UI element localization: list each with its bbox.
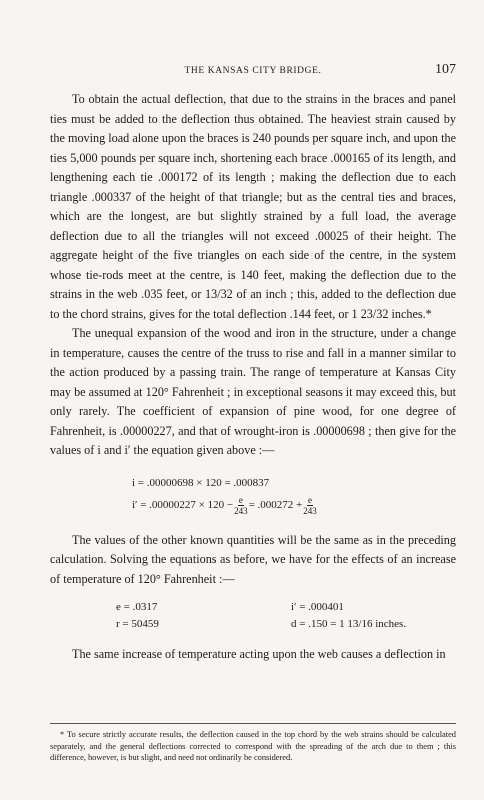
- result-i-prime: i′ = .000401: [291, 601, 344, 613]
- fraction-numerator-second: e: [308, 495, 312, 505]
- equation-i: [50, 473, 456, 495]
- paragraph-deflection: To obtain the actual deflection, that due to the strains in the braces and panel ties must be added to the deflection thus obtained. The heaviest strain caused by the moving load alone upon the braces is 240 pounds per square inch, and upon the ties 5,000 pounds per square inch, shortening each brace .000165 of its length, and lengthening each tie .000172 of its length ; making the deflection due to each triangle .000337 of the height of that triangle; but as the central ties and braces, which are the longest, are but slightly strained by a full load, the average deflection due to all the triangles will not exceed .00025 of their height. The aggregate height of the five triangles on each side of the centre, in the system whose tie-rods meet at the centre, is 140 feet, making the deflection due to the strains in the web .035 feet, or 13/32 of an inch ; this, added to the deflection due to the chord strains, gives for the total deflection .144 feet, or 1 23/32 inches.*: [50, 92, 456, 321]
- page-header: [50, 62, 456, 80]
- result-d: d = .150 = 1 13/16 inches.: [291, 618, 407, 630]
- result-e: e = .0317: [116, 601, 158, 613]
- fraction-numerator: e: [238, 495, 243, 505]
- paragraph-expansion: The unequal expansion of the wood and iron in the structure, under a change in temperature, causes the centre of the truss to rise and fall in a manner similar to the action produced by a passing train. The range of temperature at Kansas City may be assumed at 120° Fahrenheit ; in exceptional seasons it may exceed this, but only rarely. The coefficient of expansion of pine wood, for one degree of Fahrenheit, is .00000227, and that of wrought-iron is .00000698 ; then give for the values of i and i′ the equation given above :—: [50, 326, 456, 457]
- fraction-denominator-second: 243: [303, 506, 317, 516]
- fraction-e-over-243-second: [303, 495, 317, 516]
- equation-i-text: i = .00000698 × 120 = .000837: [132, 476, 270, 489]
- equation-i-prime-mid: = .000272 +: [248, 498, 303, 511]
- result-r: r = 50459: [116, 618, 159, 630]
- body-text: [50, 90, 456, 665]
- equation-i-prime: [50, 495, 456, 517]
- paragraph-values: The values of the other known quantities will be the same as in the preceding calculation. Solving the equations as before, we have for the effects of an increase of temperature of 120° Fahrenheit :—: [50, 532, 456, 586]
- results-table: [50, 599, 456, 633]
- equation-block: [50, 473, 456, 517]
- page-number: 107: [435, 62, 456, 77]
- paragraph-web: The same increase of temperature acting upon the web causes a deflection in: [72, 647, 446, 661]
- footnote-divider: [50, 723, 456, 724]
- running-title: THE KANSAS CITY BRIDGE.: [184, 66, 322, 76]
- fraction-denominator: 243: [234, 506, 248, 516]
- footnote-text: * To secure strictly accurate results, the deflection caused in the top chord by the web strains should be calculated separately, and the general deflections corrected to correspond with the spreading of the arch due to them ; this difference, however, is but slight, and need not ordinarily be considered.: [50, 730, 456, 762]
- equation-i-prime-left: i′ = .00000227 × 120 −: [132, 498, 234, 511]
- footnote: [50, 729, 456, 764]
- fraction-e-over-243: [234, 495, 248, 516]
